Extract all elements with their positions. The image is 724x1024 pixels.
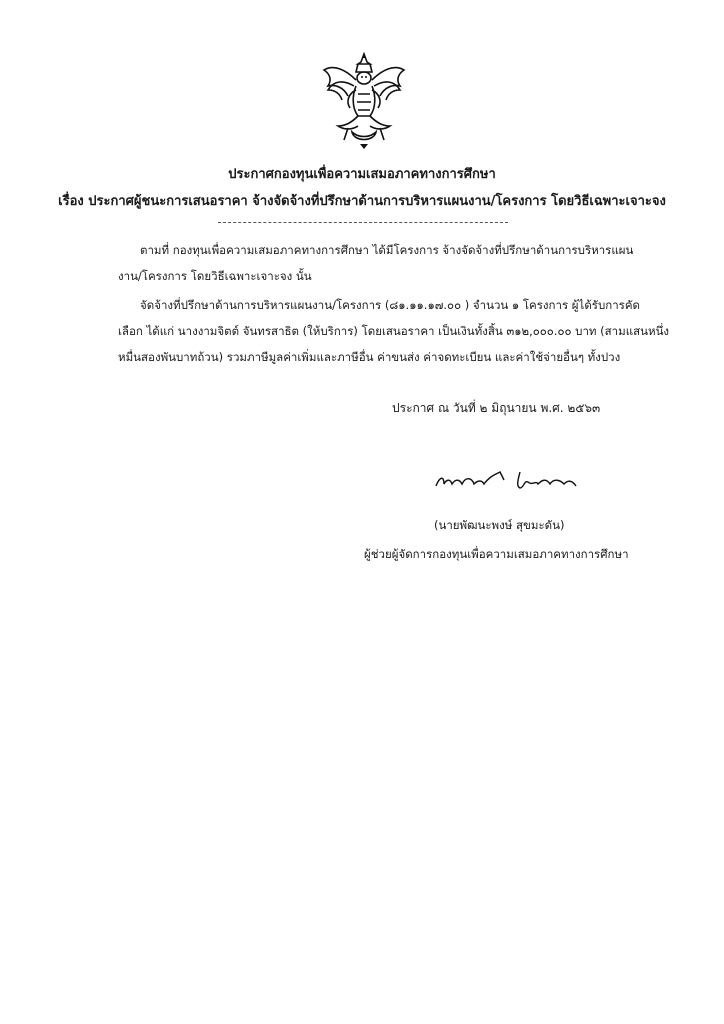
announcement-date: ประกาศ ณ วันที่ ๒ มิถุนายน พ.ศ. ๒๕๖๓ xyxy=(392,401,601,415)
paragraph-1-line-2: งาน/โครงการ โดยวิธีเฉพาะเจาะจง นั้น xyxy=(118,269,312,283)
document-subject: เรื่อง ประกาศผู้ชนะการเสนอราคา จ้างจัดจ้างที่ปรึกษาด้านการบริหารแผนงาน/โครงการ โดยวิธีเฉพาะเจาะจง xyxy=(58,194,666,209)
paragraph-2-line-1: จัดจ้างที่ปรึกษาด้านการบริหารแผนงาน/โครงการ (๘๑.๑๑.๑๗.๐๐ ) จำนวน ๑ โครงการ ผู้ได้รับการคัด xyxy=(140,298,641,312)
signatory-name: (นายพัฒนะพงษ์ สุขมะดัน) xyxy=(434,518,565,532)
document-title: ประกาศกองทุนเพื่อความเสมอภาคทางการศึกษา xyxy=(228,167,496,182)
paragraph-2-line-2: เลือก ได้แก่ นางงามจิตต์ จันทรสาธิต (ให้บริการ) โดยเสนอราคา เป็นเงินทั้งสิ้น ๓๑๒,๐๐๐.๐๐ บาท (สามแสนหนึ่ง xyxy=(118,324,670,338)
paragraph-1-line-1: ตามที่ กองทุนเพื่อความเสมอภาคทางการศึกษา ได้มีโครงการ จ้างจัดจ้างที่ปรึกษาด้านการบริหารแผน xyxy=(140,243,634,257)
title-divider xyxy=(218,222,508,223)
garuda-emblem-icon xyxy=(318,50,410,150)
signatory-position: ผู้ช่วยผู้จัดการกองทุนเพื่อความเสมอภาคทางการศึกษา xyxy=(364,547,629,561)
paragraph-2-line-3: หมื่นสองพันบาทถ้วน) รวมภาษีมูลค่าเพิ่มและภาษีอื่น ค่าขนส่ง ค่าจดทะเบียน และค่าใช้จ่ายอื่นๆ ทั้งปวง xyxy=(118,350,621,364)
handwritten-signature xyxy=(432,466,582,494)
